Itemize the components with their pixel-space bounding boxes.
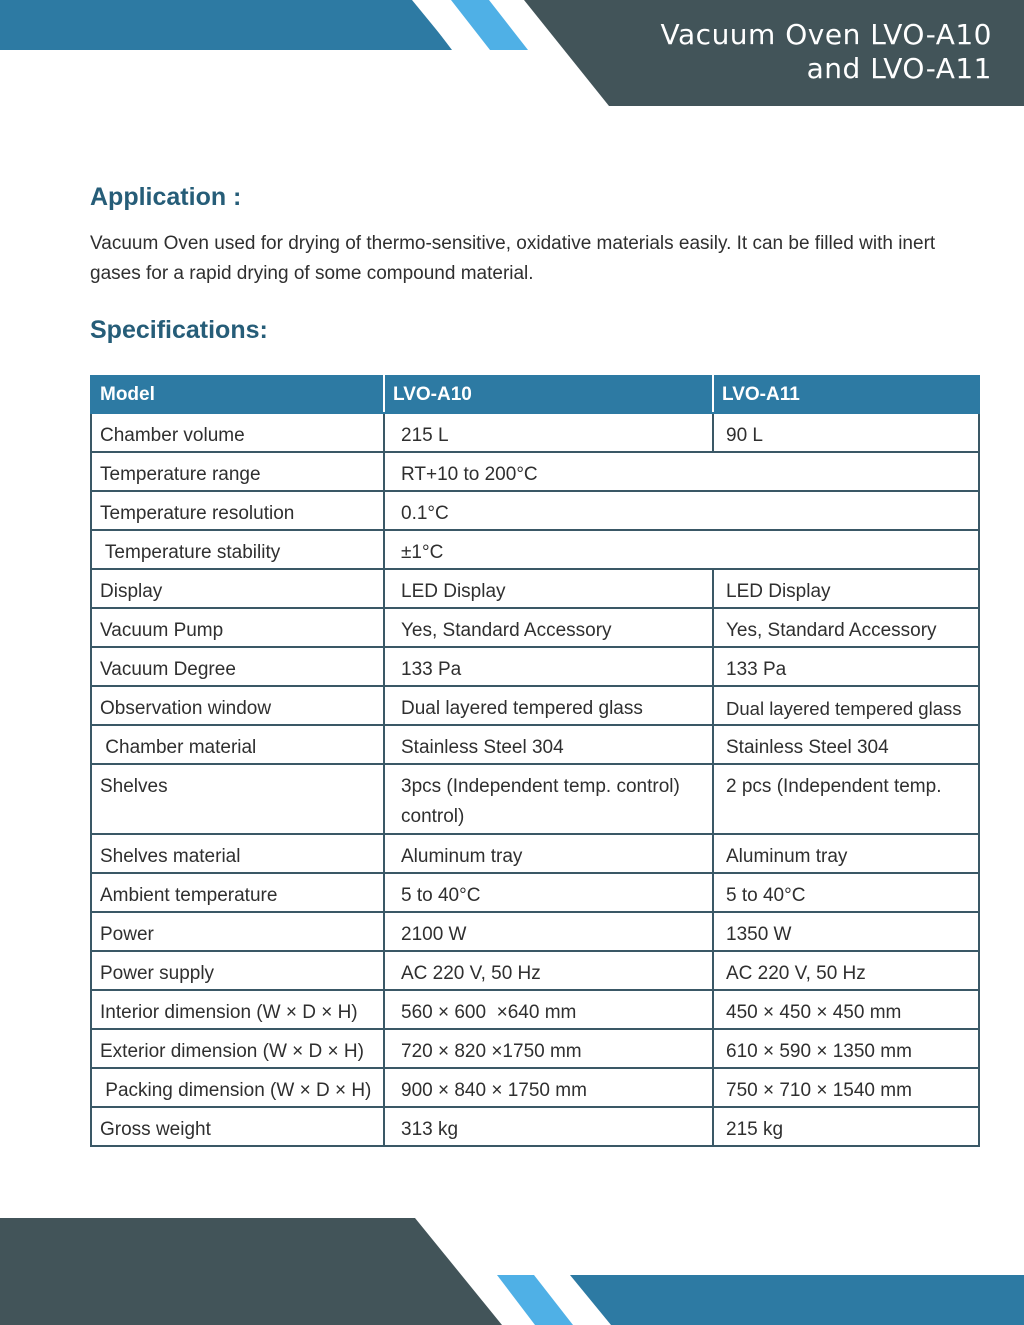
row-label: Temperature range	[91, 452, 384, 491]
cell-lvo-a10: 3pcs (Independent temp. control) control)	[384, 764, 713, 834]
row-label: Interior dimension (W × D × H)	[91, 990, 384, 1029]
title-line-2: and LVO-A11	[806, 52, 992, 85]
cell-lvo-a11: Stainless Steel 304	[713, 725, 979, 764]
table-row	[91, 990, 979, 1029]
cell-lvo-a11: Yes, Standard Accessory	[713, 608, 979, 647]
application-heading: Application :	[90, 183, 242, 211]
cell-lvo-a10: Dual layered tempered glass	[384, 686, 713, 725]
row-label: Exterior dimension (W × D × H)	[91, 1029, 384, 1068]
table-row	[91, 1029, 979, 1068]
cell-shared-value: ±1°C	[384, 530, 979, 569]
table-row	[91, 1068, 979, 1107]
cell-lvo-a10: 313 kg	[384, 1107, 713, 1146]
row-label: Power supply	[91, 951, 384, 990]
cell-lvo-a11: 610 × 590 × 1350 mm	[713, 1029, 979, 1068]
top-blue-band	[0, 0, 453, 50]
table-row	[91, 491, 979, 530]
cell-lvo-a11: Dual layered tempered glass	[713, 686, 979, 725]
row-label: Packing dimension (W × D × H)	[91, 1068, 384, 1107]
cell-lvo-a11: Aluminum tray	[713, 834, 979, 873]
row-label: Temperature resolution	[91, 491, 384, 530]
table-row	[91, 912, 979, 951]
cell-lvo-a10: Yes, Standard Accessory	[384, 608, 713, 647]
table-row	[91, 569, 979, 608]
row-label: Temperature stability	[91, 530, 384, 569]
row-label: Shelves material	[91, 834, 384, 873]
row-label: Display	[91, 569, 384, 608]
cell-lvo-a11: 750 × 710 × 1540 mm	[713, 1068, 979, 1107]
application-text: Vacuum Oven used for drying of thermo-sensitive, oxidative materials easily. It can be filled with inert gases for a rapid drying of some compound material.	[90, 233, 936, 284]
table-row	[91, 647, 979, 686]
table-row	[91, 686, 979, 725]
title-line-1: Vacuum Oven LVO-A10	[660, 18, 992, 51]
header-lvo-a10: LVO-A10	[384, 376, 713, 413]
cell-lvo-a11: 133 Pa	[713, 647, 979, 686]
bottom-light-blue-stripe	[497, 1275, 573, 1325]
row-label: Ambient temperature	[91, 873, 384, 912]
specifications-heading: Specifications:	[90, 316, 268, 344]
table-row	[91, 608, 979, 647]
bottom-blue-band	[570, 1275, 1024, 1325]
row-label: Gross weight	[91, 1107, 384, 1146]
document-title	[661, 18, 992, 86]
cell-lvo-a11: 5 to 40°C	[713, 873, 979, 912]
cell-lvo-a10: 5 to 40°C	[384, 873, 713, 912]
cell-lvo-a11: 215 kg	[713, 1107, 979, 1146]
table-row	[91, 951, 979, 990]
row-label: Vacuum Pump	[91, 608, 384, 647]
row-label: Chamber material	[91, 725, 384, 764]
cell-lvo-a11: 1350 W	[713, 912, 979, 951]
cell-lvo-a11: 90 L	[713, 413, 979, 452]
cell-lvo-a10: 215 L	[384, 413, 713, 452]
table-header-row	[91, 376, 979, 413]
header-model: Model	[91, 376, 384, 413]
row-label: Chamber volume	[91, 413, 384, 452]
row-label: Shelves	[91, 764, 384, 834]
cell-lvo-a11: 2 pcs (Independent temp.	[713, 764, 979, 834]
header-lvo-a11: LVO-A11	[713, 376, 979, 413]
cell-lvo-a10: Aluminum tray	[384, 834, 713, 873]
cell-lvo-a11: AC 220 V, 50 Hz	[713, 951, 979, 990]
cell-lvo-a10: 560 × 600 ×640 mm	[384, 990, 713, 1029]
cell-lvo-a10: 2100 W	[384, 912, 713, 951]
cell-shared-value: 0.1°C	[384, 491, 979, 530]
row-label: Power	[91, 912, 384, 951]
table-row	[91, 413, 979, 452]
cell-lvo-a10: 900 × 840 × 1750 mm	[384, 1068, 713, 1107]
table-row	[91, 452, 979, 491]
row-label: Vacuum Degree	[91, 647, 384, 686]
table-row	[91, 873, 979, 912]
bottom-slate-band	[0, 1218, 502, 1325]
cell-lvo-a10: LED Display	[384, 569, 713, 608]
table-row	[91, 530, 979, 569]
cell-lvo-a10: AC 220 V, 50 Hz	[384, 951, 713, 990]
specifications-table	[90, 375, 980, 1147]
table-row	[91, 725, 979, 764]
cell-lvo-a11: 450 × 450 × 450 mm	[713, 990, 979, 1029]
table-row	[91, 834, 979, 873]
table-row	[91, 764, 979, 834]
cell-lvo-a10: 133 Pa	[384, 647, 713, 686]
cell-shared-value: RT+10 to 200°C	[384, 452, 979, 491]
table-row	[91, 1107, 979, 1146]
cell-lvo-a10: 720 × 820 ×1750 mm	[384, 1029, 713, 1068]
row-label: Observation window	[91, 686, 384, 725]
cell-lvo-a11: LED Display	[713, 569, 979, 608]
cell-lvo-a10: Stainless Steel 304	[384, 725, 713, 764]
